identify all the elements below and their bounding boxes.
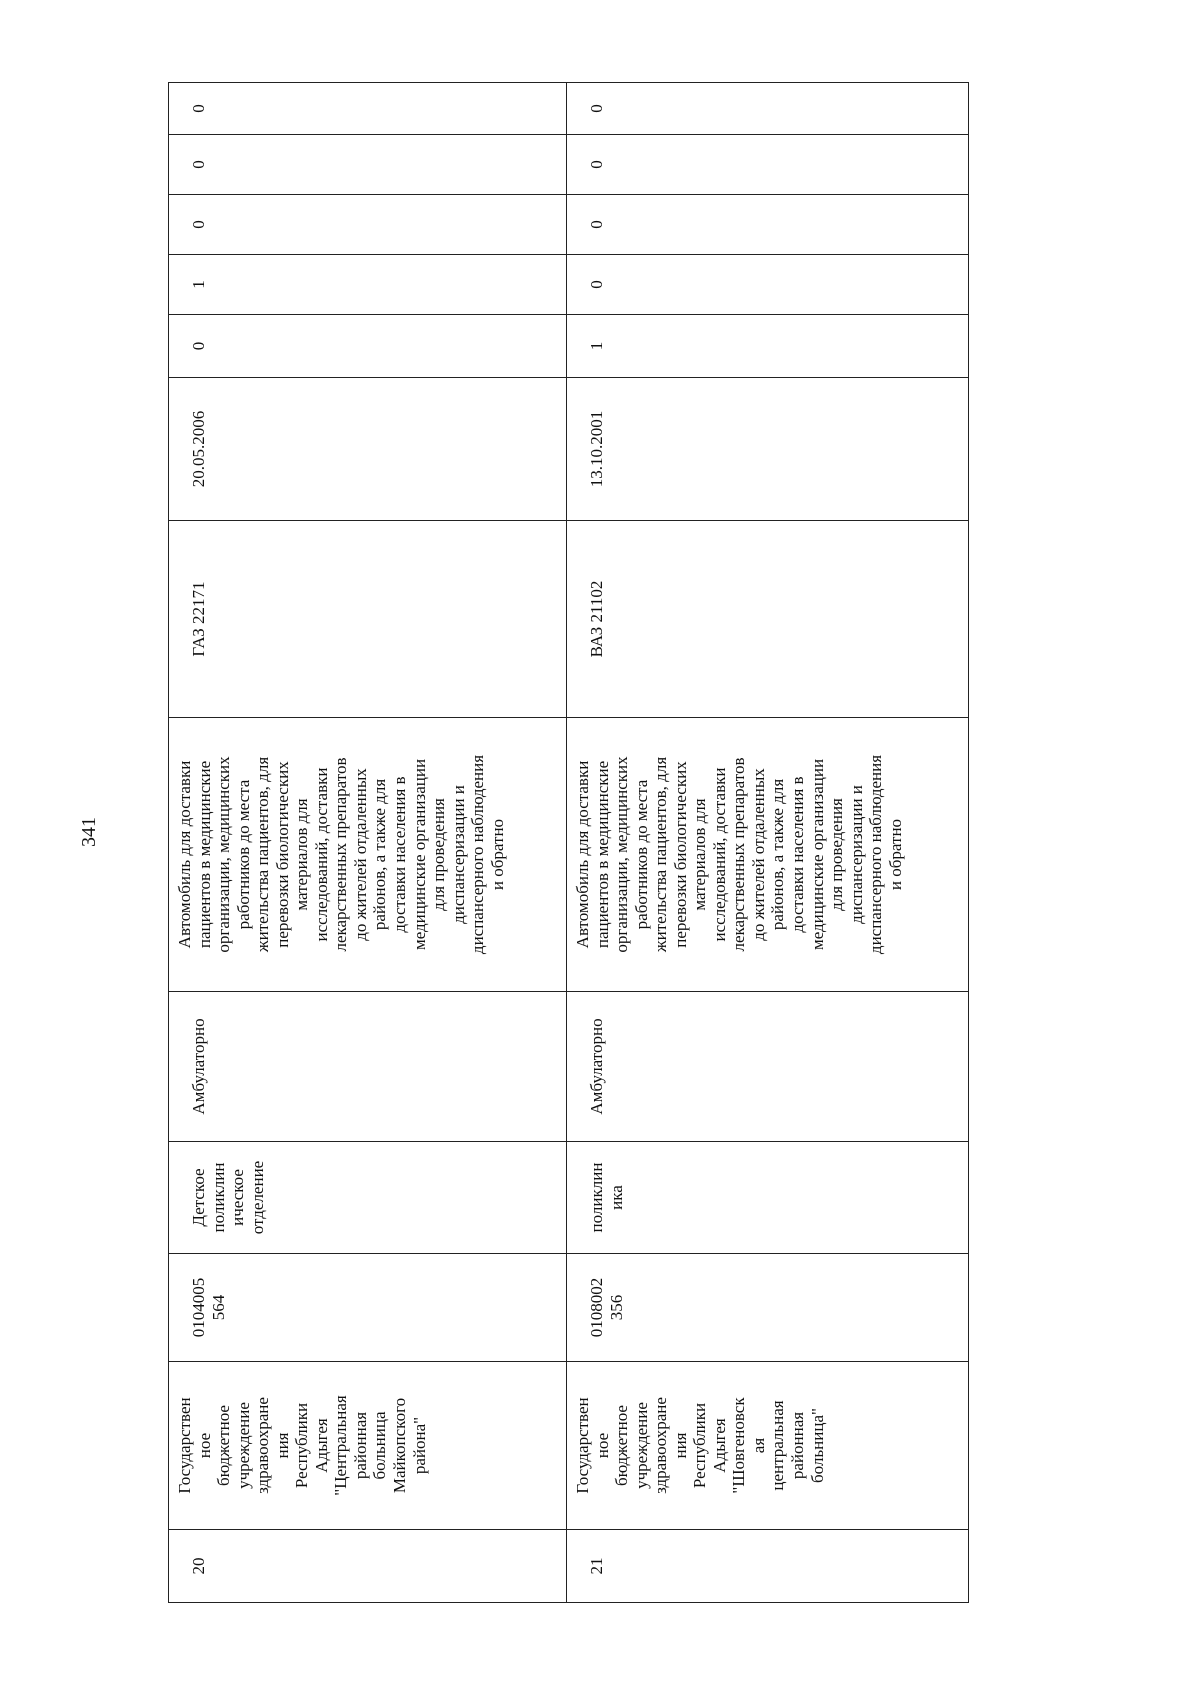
- value-cell: 0: [567, 83, 969, 135]
- registration-date: 20.05.2006: [169, 378, 567, 521]
- value-cell: 0: [169, 83, 567, 135]
- value-cell: 0: [567, 255, 969, 315]
- vehicle-model: ВАЗ 21102: [567, 521, 969, 718]
- rotated-table-wrap: [168, 83, 968, 1603]
- organization-code: 0108002 356: [567, 1254, 969, 1362]
- organization-code: 0104005 564: [169, 1254, 567, 1362]
- vehicle-table: [168, 82, 969, 1603]
- department: поликлин ика: [567, 1142, 969, 1254]
- vehicle-purpose: Автомобиль для доставки пациентов в медицинские организации, медицинских работников до места жительства пациентов, для перевозки биологических материалов для исследований, доставки лекарственных препаратов до жителей отдаленных районов, а также для доставки населения в медицинские организации для проведения диспансеризации и диспансерного наблюдения и обратно: [169, 718, 567, 992]
- table-row: [169, 83, 567, 1603]
- value-cell: 0: [567, 135, 969, 195]
- page-number: 341: [78, 817, 100, 847]
- registration-date: 13.10.2001: [567, 378, 969, 521]
- value-cell: 1: [169, 255, 567, 315]
- table-row: [567, 83, 969, 1603]
- row-number: 20: [169, 1530, 567, 1603]
- organization-name: Государствен ное бюджетное учреждение здравоохране ния Республики Адыгея "Шовгеновск ая центральная районная больница": [567, 1362, 969, 1530]
- value-cell: 0: [169, 195, 567, 255]
- value-cell: 1: [567, 315, 969, 378]
- care-type: Амбулаторно: [169, 992, 567, 1142]
- value-cell: 0: [169, 135, 567, 195]
- department: Детское поликлин ическое отделение: [169, 1142, 567, 1254]
- row-number: 21: [567, 1530, 969, 1603]
- value-cell: 0: [169, 315, 567, 378]
- vehicle-model: ГАЗ 22171: [169, 521, 567, 718]
- value-cell: 0: [567, 195, 969, 255]
- vehicle-purpose: Автомобиль для доставки пациентов в медицинские организации, медицинских работников до места жительства пациентов, для перевозки биологических материалов для исследований, доставки лекарственных препаратов до жителей отдаленных районов, а также для доставки населения в медицинские организации для проведения диспансеризации и диспансерного наблюдения и обратно: [567, 718, 969, 992]
- organization-name: Государствен ное бюджетное учреждение здравоохране ния Республики Адыгея "Центральная районная больница Майкопского района": [169, 1362, 567, 1530]
- care-type: Амбулаторно: [567, 992, 969, 1142]
